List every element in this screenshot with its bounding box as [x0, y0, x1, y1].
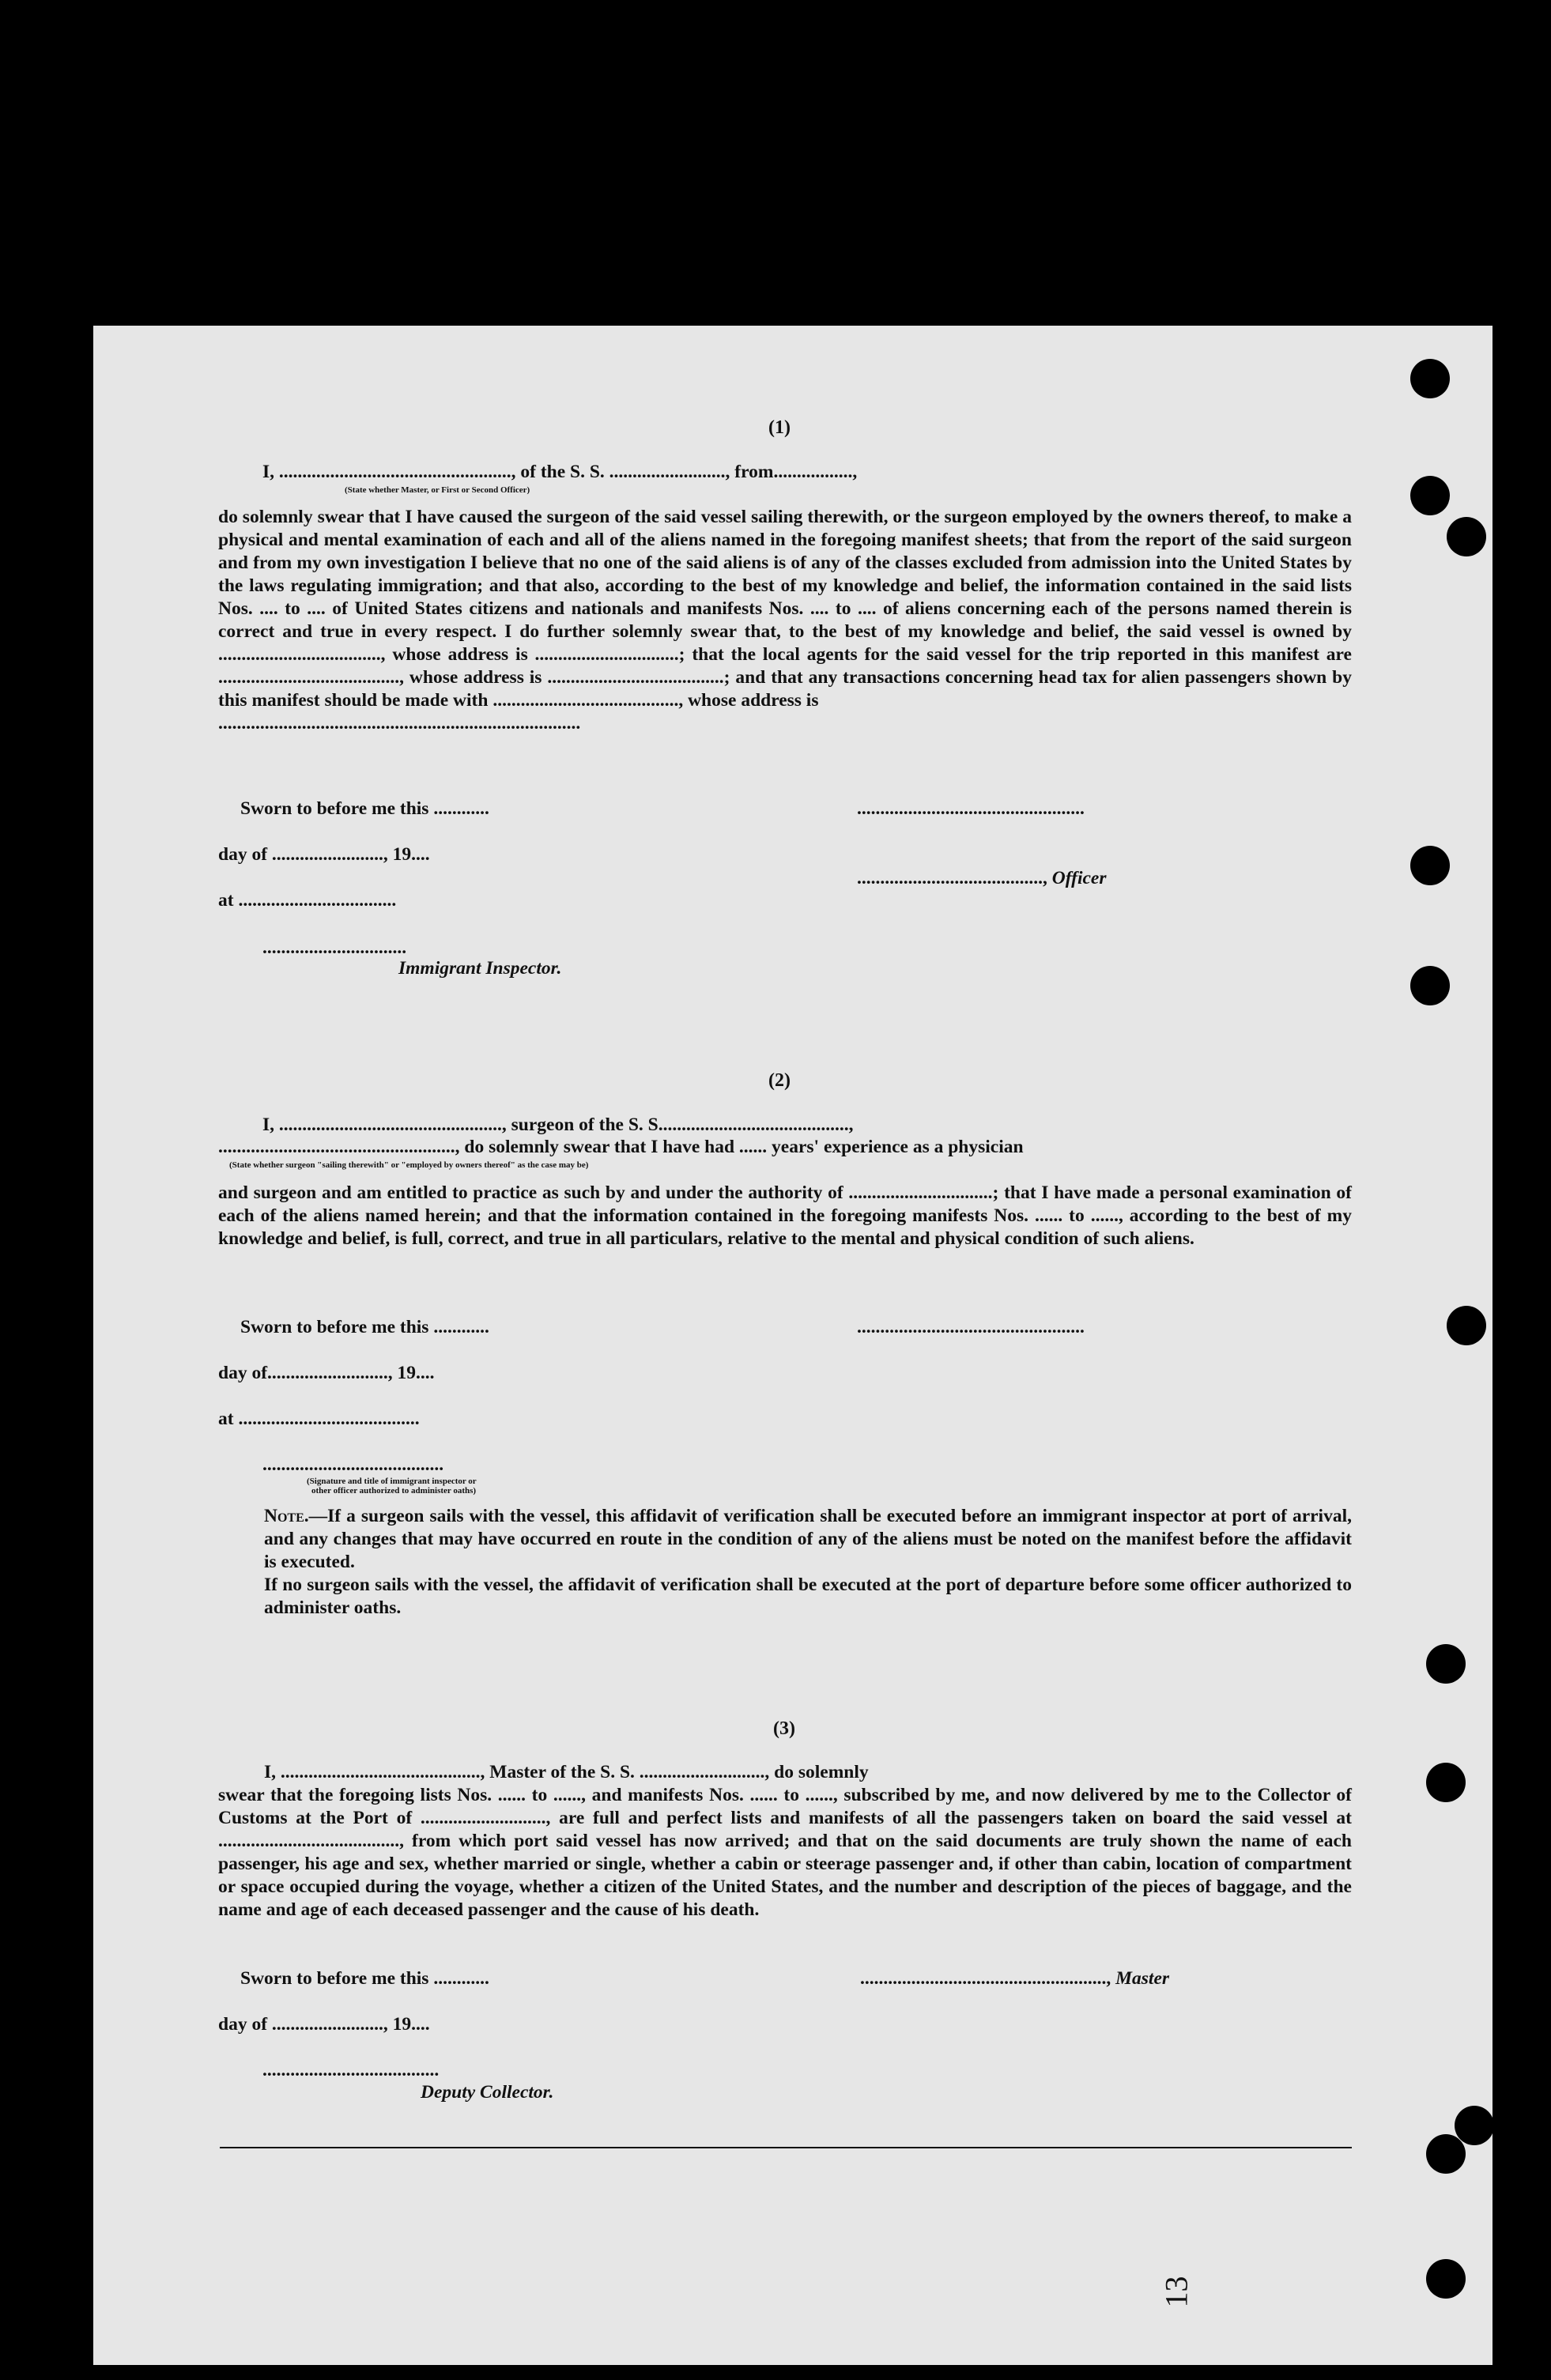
section-2-sworn: Sworn to before me this ............: [240, 1317, 489, 1337]
section-3-paragraph: swear that the foregoing lists Nos. ...... to ......, and manifests Nos. ...... to ......, subscribed by me, and now delivered by me to the Collector of Customs at the Port of ..........................., are full and perfect lists and manifests of all the passengers taken on board the said vessel at ......................................., from which port said vessel has now arrived; and that on the said documents are truly shown the name of each passenger, his age and sex, whether married or single, whether a cabin or steerage passenger and, if other than cabin, location of compartment or space occupied during the voyage, whether a citizen of the United States, and the number and description of the pieces of baggage, and the name and age of each deceased passenger and the cause of his death.: [218, 1785, 1352, 1920]
section-3-paragraph-block: [218, 1761, 1352, 1922]
section-1-trailing-dots: ..............................................................................: [218, 713, 581, 734]
section-3-paragraph-first: I, ..........................................., Master of the S. S. ..........................., do solemnly: [264, 1762, 869, 1782]
section-2-at: at .......................................: [218, 1409, 420, 1429]
section-2-day: day of.........................., 19....: [218, 1363, 435, 1383]
section-3-master-dots: .....................................................,: [860, 1968, 1116, 1989]
punch-hole-5: [1410, 966, 1450, 1005]
section-3-day: day of ........................, 19....: [218, 2014, 430, 2035]
punch-hole-6: [1447, 1306, 1486, 1345]
section-1-paragraph: do solemnly swear that I have caused the surgeon of the said vessel sailing therewith, or the surgeon employed by the owners thereof, to make a physical and mental examination of each and all of the aliens named in the foregoing manifest sheets; that from the report of the said surgeon and from my own investigation I believe that no one of the said aliens is of any of the classes excluded from admission into the United States by the laws regulating immigration; and that also, according to the best of my knowledge and belief, the information contained in the said lists Nos. .... to .... of United States citizens and nationals and manifests Nos. .... to .... of aliens concerning each of the persons named therein is correct and true in every respect. I do further solemnly swear that, to the best of my knowledge and belief, the said vessel is owned by ..................................., whose address is ...............................; that the local agents for the said vessel for the trip reported in this manifest are ......................................., whose address is ......................................; and that any transactions concerning head tax for alien passengers shown by this manifest should be made with ........................................, whose address is: [218, 507, 1352, 711]
section-1-signature-dots: ...............................: [262, 937, 407, 958]
punch-hole-1: [1410, 359, 1450, 398]
section-2-signature-dots: .......................................: [262, 1454, 444, 1475]
punch-hole-8: [1426, 1763, 1466, 1802]
section-3-sworn: Sworn to before me this ............: [240, 1968, 489, 1989]
section-1-day: day of ........................, 19....: [218, 844, 430, 865]
section-2-signature-label-1: (Signature and title of immigrant inspector or: [307, 1477, 477, 1486]
section-2-sublabel: (State whether surgeon "sailing therewith" or "employed by owners thereof" as the case may be): [229, 1160, 589, 1170]
section-1-inspector-label: Immigrant Inspector.: [398, 958, 562, 979]
section-1-officer-dots: ........................................,: [857, 868, 1052, 888]
section-2-note-1-text: —If a surgeon sails with the vessel, this affidavit of verification shall be executed before an immigrant inspector at port of arrival, and any changes that may have occurred en route in the condition of any of the aliens must be noted on the manifest before the affidavit is executed.: [264, 1506, 1352, 1572]
section-2-number: (2): [768, 1070, 791, 1091]
section-2-note-lead: Note.: [264, 1506, 309, 1526]
punch-hole-9: [1455, 2106, 1494, 2145]
punch-hole-11: [1426, 2259, 1466, 2299]
section-1-at: at ..................................: [218, 890, 397, 911]
section-2-note-2: If no surgeon sails with the vessel, the affidavit of verification shall be executed at the port of departure before some officer authorized to administer oaths.: [264, 1575, 1352, 1618]
punch-hole-4: [1410, 846, 1450, 885]
section-1-line-1: I, .................................................., of the S. S. ........................., from.................,: [262, 462, 858, 482]
section-1-right-dots: .................................................: [857, 798, 1085, 819]
section-1-sublabel: (State whether Master, or First or Second Officer): [345, 485, 530, 495]
section-2-line-2: ..................................................., do solemnly swear that I have had ...... years' experience as a physician: [218, 1137, 1024, 1157]
section-2-paragraph-block: [218, 1182, 1352, 1250]
section-1-number: (1): [768, 417, 791, 438]
section-2-paragraph: and surgeon and am entitled to practice as such by and under the authority of ...............................; that I have made a personal examination of each of the aliens named herein; and that the information contained in the foregoing manifests Nos. ...... to ......, according to the best of my knowledge and belief, is full, correct, and true in all particulars, relative to the mental and physical condition of such aliens.: [218, 1182, 1352, 1249]
punch-hole-7: [1426, 1644, 1466, 1684]
section-1-officer-line: [857, 868, 1106, 889]
page-mark: 13: [1158, 2276, 1194, 2308]
bottom-rule: [220, 2147, 1352, 2148]
section-2-signature-label-2: other officer authorized to administer oaths): [311, 1486, 477, 1496]
section-1-paragraph-block: [218, 506, 1352, 735]
section-1-sworn: Sworn to before me this ............: [240, 798, 489, 819]
section-3-collector-label: Deputy Collector.: [421, 2082, 554, 2103]
section-3-signature-dots: ......................................: [262, 2060, 440, 2080]
section-3-number: (3): [773, 1718, 795, 1739]
punch-hole-10: [1426, 2134, 1466, 2174]
punch-hole-3: [1447, 517, 1486, 556]
section-2-note-block: [218, 1505, 1352, 1620]
section-2-right-dots: .................................................: [857, 1317, 1085, 1337]
section-3-master-label: Master: [1115, 1968, 1170, 1989]
section-3-master-line: [860, 1968, 1169, 1990]
punch-hole-2: [1410, 476, 1450, 515]
section-2-line-1: I, ................................................, surgeon of the S. S.........................................,: [262, 1115, 854, 1135]
section-2-note-1: [218, 1505, 1352, 1574]
section-1-officer-label: Officer: [1051, 868, 1107, 888]
